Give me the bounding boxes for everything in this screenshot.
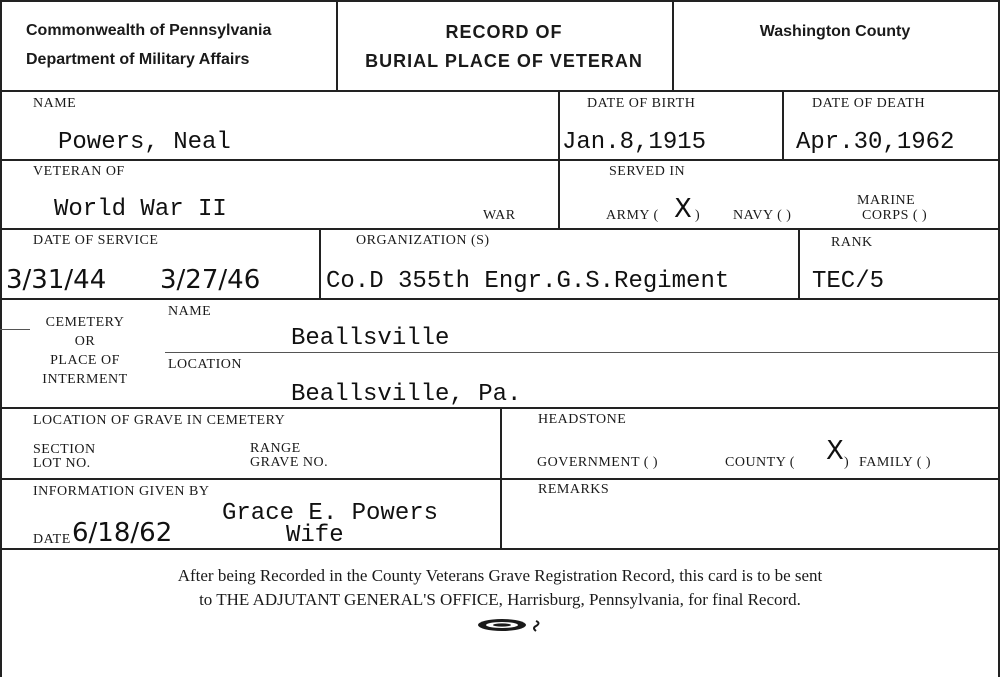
organization-label: ORGANIZATION (S): [356, 233, 490, 248]
dob-label: DATE OF BIRTH: [587, 96, 696, 111]
service-start-date: 3/31/44: [6, 265, 107, 295]
service-end-date: 3/27/46: [160, 265, 261, 295]
header-org-line2: Department of Military Affairs: [26, 51, 250, 68]
rank-label: RANK: [831, 235, 873, 250]
dod-value: Apr.30,1962: [796, 129, 955, 156]
grave-divider: [500, 407, 502, 548]
grave-location-label: LOCATION OF GRAVE IN CEMETERY: [33, 413, 286, 428]
rule-below-name: [0, 159, 1000, 161]
headstone-county-option: COUNTY (: [725, 455, 795, 470]
grave-number-label: GRAVE NO.: [250, 455, 329, 470]
marine-label-1: MARINE: [857, 193, 916, 208]
printer-ornament-icon: [476, 615, 546, 635]
cemetery-name-value: Beallsville: [291, 325, 450, 352]
rule-above-footer: [0, 548, 1000, 550]
dob-value: Jan.8,1915: [562, 129, 707, 156]
headstone-county-close: ): [844, 455, 850, 470]
navy-label: NAVY ( ): [733, 208, 792, 223]
cemetery-location-value: Beallsville, Pa.: [291, 381, 522, 408]
name-label: NAME: [33, 96, 77, 111]
rule-below-header: [0, 90, 1000, 92]
headstone-label: HEADSTONE: [538, 412, 627, 427]
form-title-line2: BURIAL PLACE OF VETERAN: [365, 51, 643, 71]
rank-value: TEC/5: [812, 268, 885, 295]
range-label: RANGE: [250, 441, 301, 456]
headstone-county-mark: X: [826, 436, 844, 466]
footer-instructions-line1: After being Recorded in the County Veterans Grave Registration Record, this card is to be sent: [177, 566, 823, 585]
footer-instructions-line2: to THE ADJUTANT GENERAL'S OFFICE, Harrisburg, Pennsylvania, for final Record.: [199, 590, 801, 609]
cemetery-label-3: PLACE OF: [50, 353, 120, 368]
army-checkbox-mark: X: [674, 194, 692, 224]
cemetery-label-1: CEMETERY: [45, 315, 125, 330]
rule-below-veteran: [0, 228, 1000, 230]
name-divider-2: [782, 90, 784, 159]
section-label: SECTION: [33, 442, 96, 457]
information-given-by-label: INFORMATION GIVEN BY: [33, 484, 210, 499]
cemetery-location-label: LOCATION: [168, 357, 242, 372]
header-org-line1: Commonwealth of Pennsylvania: [26, 22, 272, 39]
cemetery-name-label: NAME: [168, 304, 212, 319]
date-of-service-label: DATE OF SERVICE: [33, 233, 159, 248]
veteran-of-label: VETERAN OF: [33, 164, 125, 179]
headstone-government-option: GOVERNMENT ( ): [537, 455, 659, 470]
dod-label: DATE OF DEATH: [812, 96, 926, 111]
cemetery-name-underline: [165, 352, 998, 353]
form-title-line1: RECORD OF: [445, 22, 563, 42]
name-divider-1: [558, 90, 560, 228]
remarks-label: REMARKS: [538, 482, 610, 497]
cemetery-label-2: OR: [74, 334, 96, 349]
veteran-name-value: Powers, Neal: [58, 129, 231, 156]
rule-top: [0, 0, 1000, 2]
organization-value: Co.D 355th Engr.G.S.Regiment: [326, 268, 730, 295]
war-value: World War II: [54, 196, 227, 223]
informant-relation: Wife: [286, 522, 344, 549]
header-divider-2: [672, 0, 674, 90]
service-divider-2: [798, 228, 800, 298]
lot-label: LOT NO.: [33, 456, 91, 471]
service-divider-1: [319, 228, 321, 298]
cemetery-section-rule: [0, 329, 30, 330]
cemetery-label-4: INTERMENT: [42, 372, 128, 387]
information-date-value: 6/18/62: [72, 518, 173, 548]
header-divider-1: [336, 0, 338, 90]
date-label: DATE: [33, 532, 71, 547]
county-name: Washington County: [759, 23, 911, 40]
headstone-family-option: FAMILY ( ): [859, 455, 932, 470]
rule-below-service: [0, 298, 1000, 300]
army-label-close: ): [695, 208, 701, 223]
war-label: WAR: [483, 208, 516, 223]
served-in-label: SERVED IN: [609, 164, 686, 179]
army-label: ARMY (: [606, 208, 659, 223]
informant-name: Grace E. Powers: [222, 500, 439, 527]
marine-label-2: CORPS ( ): [862, 208, 928, 223]
